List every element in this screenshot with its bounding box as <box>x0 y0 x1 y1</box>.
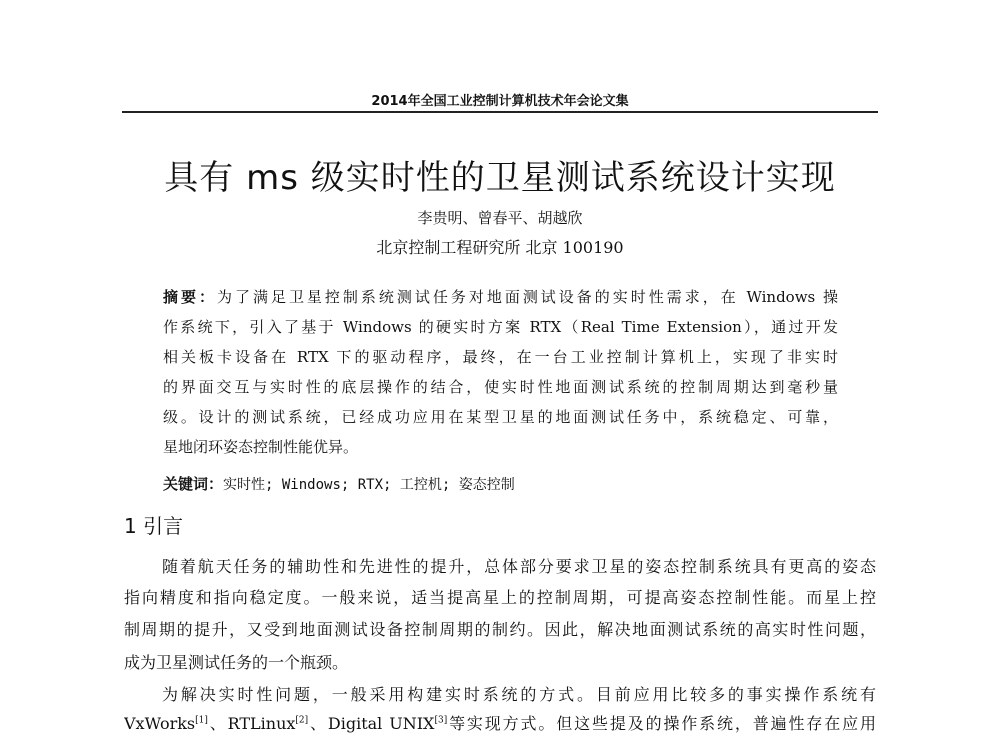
body-line: 指向精度和指向稳定度。一般来说，适当提高星上的控制周期，可提高姿态控制性能。而星上控 <box>124 588 876 607</box>
text: 等实现方式。但这些提及的操作系统，普遍性存在应用 <box>447 714 876 733</box>
text: VxWorks <box>124 714 196 733</box>
body-line: 为解决实时性问题，一般采用构建实时系统的方式。目前应用比较多的事实操作系统有 <box>162 685 876 704</box>
abstract-line: 作系统下，引入了基于 Windows 的硬实时方案 RTX（Real Time Extension），通过开发 <box>163 318 838 336</box>
abstract-line: 级。设计的测试系统，已经成功应用在某型卫星的地面测试任务中，系统稳定、可靠， <box>163 408 838 426</box>
paper-title: 具有 ms 级实时性的卫星测试系统设计实现 <box>164 158 836 198</box>
abstract-line <box>163 286 838 307</box>
authors: 李贵明、曾春平、胡越欣 <box>417 209 583 227</box>
running-header: 2014年全国工业控制计算机技术年会论文集 <box>371 94 629 109</box>
section-heading: 1 引言 <box>124 514 184 538</box>
abstract-line: 相关板卡设备在 RTX 下的驱动程序，最终，在一台工业控制计算机上，实现了非实时 <box>163 348 838 366</box>
body-line: 制周期的提升，又受到地面测试设备控制周期的制约。因此，解决地面测试系统的高实时性问题， <box>124 620 876 639</box>
body-line <box>124 711 876 734</box>
citation[interactable]: [1] <box>195 715 208 726</box>
abstract-line: 的界面交互与实时性的底层操作的结合，使实时性地面测试系统的控制周期达到毫秒量 <box>163 378 838 396</box>
abstract-line: 星地闭环姿态控制性能优异。 <box>163 438 359 456</box>
body-line: 随着航天任务的辅助性和先进性的提升，总体部分要求卫星的姿态控制系统具有更高的姿态 <box>162 557 876 576</box>
keywords-text: 实时性; Windows; RTX; 工控机; 姿态控制 <box>223 477 515 493</box>
body-line: 成为卫星测试任务的一个瓶颈。 <box>124 653 349 672</box>
header-rule <box>122 111 878 113</box>
abstract-text: 为了满足卫星控制系统测试任务对地面测试设备的实时性需求，在 Windows 操 <box>216 288 838 306</box>
text: 、RTLinux <box>207 714 296 733</box>
keywords-label: 关键词： <box>163 475 224 493</box>
affiliation: 北京控制工程研究所 北京 100190 <box>376 238 624 257</box>
keywords <box>163 473 838 494</box>
abstract-label: 摘要： <box>163 288 217 306</box>
citation[interactable]: [2] <box>295 715 309 726</box>
citation[interactable]: [3] <box>434 715 448 726</box>
text: 、Digital UNIX <box>308 714 435 733</box>
